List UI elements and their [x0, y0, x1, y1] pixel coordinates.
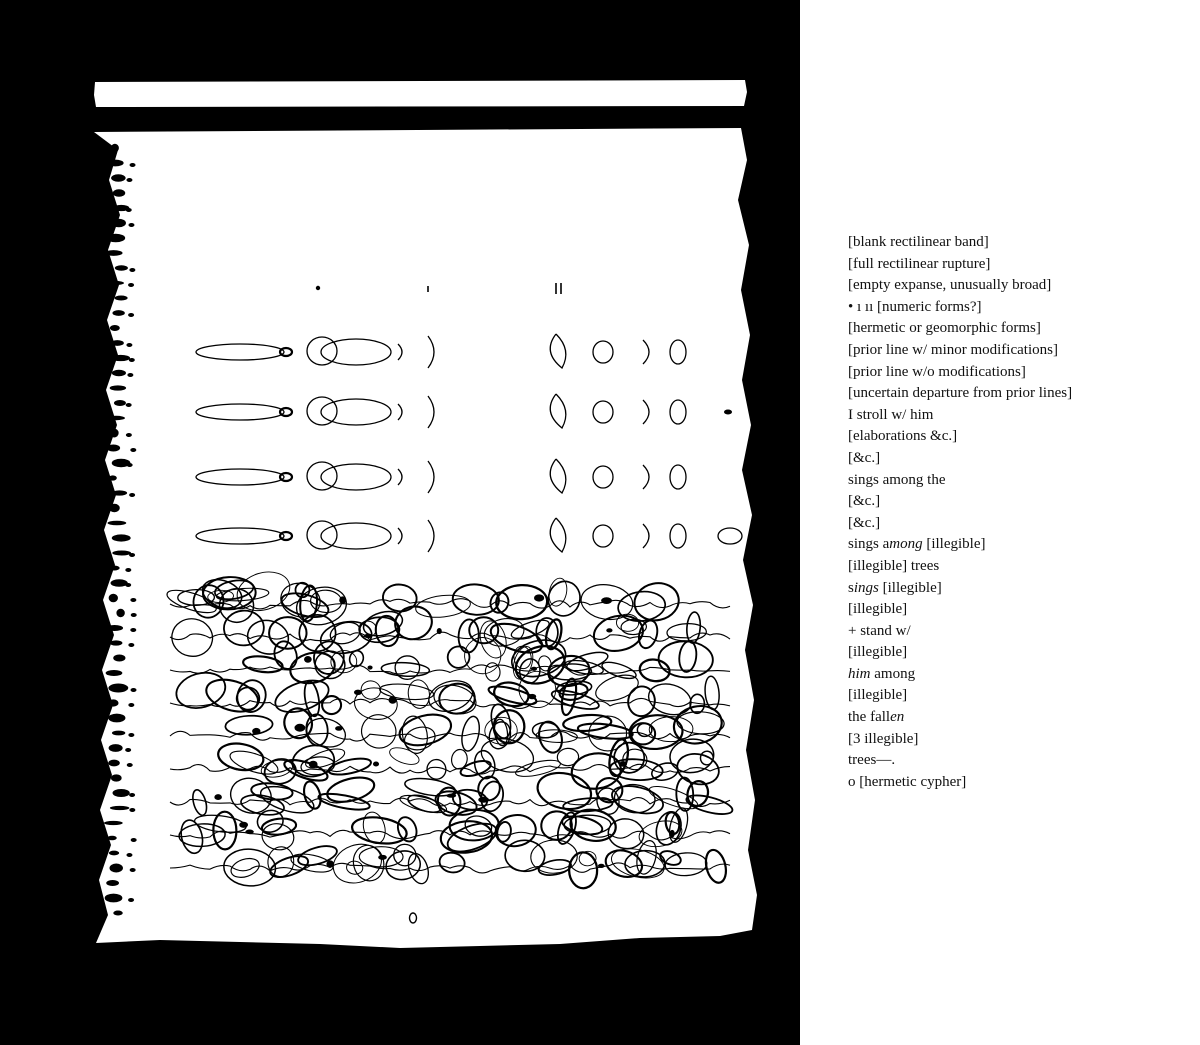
scribble-dot [335, 726, 342, 731]
transcription-italic-segment: him [848, 665, 871, 682]
binding-hole [105, 281, 124, 285]
transcription-segment: among [870, 665, 916, 682]
binding-hole [109, 475, 117, 480]
transcription-line [848, 707, 1072, 729]
transcription-segment: trees—. [848, 752, 896, 769]
transcription-line [848, 664, 1072, 686]
binding-hole [126, 343, 132, 347]
binding-hole [105, 894, 123, 903]
transcription-line [848, 297, 1072, 319]
binding-hole [130, 868, 136, 872]
binding-hole [112, 551, 131, 556]
binding-hole [111, 144, 119, 153]
binding-hole [130, 628, 136, 632]
binding-hole [111, 355, 130, 361]
scribble-dot [364, 634, 372, 639]
binding-hole [112, 731, 125, 736]
binding-hole [126, 853, 132, 857]
binding-hole [108, 684, 128, 693]
binding-hole [107, 160, 124, 167]
binding-hole [108, 714, 125, 723]
transcription-segment: • ı ıı [numeric forms?] [848, 298, 982, 315]
scribble-dot [670, 830, 675, 838]
binding-hole [112, 310, 124, 316]
transcription-segment: [illegible] [848, 687, 908, 704]
transcription-line [848, 275, 1072, 297]
scribble-dot [252, 728, 260, 735]
binding-hole [113, 654, 125, 661]
binding-hole [110, 325, 120, 331]
binding-hole [126, 208, 132, 212]
transcription-segment: [&c.] [848, 514, 881, 531]
scribble-dot [354, 690, 362, 695]
binding-hole [111, 174, 126, 181]
binding-hole [129, 268, 135, 272]
binding-hole [128, 733, 134, 737]
transcription-segment: s [848, 579, 854, 596]
transcription-line [848, 578, 1072, 600]
binding-hole [111, 340, 124, 346]
binding-hole [127, 463, 133, 467]
scribble-dot [437, 628, 442, 634]
blank-band [94, 80, 747, 107]
scribble-dot [339, 596, 346, 603]
binding-hole [125, 748, 131, 752]
transcription-line [848, 405, 1072, 427]
transcription-line [848, 621, 1072, 643]
scribble-dot [598, 864, 605, 868]
transcription-lines [848, 232, 1072, 793]
transcription-line [848, 232, 1072, 254]
binding-hole [108, 699, 118, 706]
transcription-segment: sings among the [848, 471, 946, 488]
transcription-line [848, 491, 1072, 513]
scribble-dot [534, 594, 544, 601]
binding-hole [129, 808, 135, 812]
binding-hole [108, 521, 127, 526]
scribble-dot [601, 597, 612, 604]
transcription-line [848, 254, 1072, 276]
transcription-italic-segment: ings [853, 579, 879, 596]
binding-hole [109, 594, 118, 603]
transcription-segment: [illegible] [848, 644, 908, 661]
transcription-segment: [prior line w/ minor modifications] [848, 341, 1058, 358]
binding-hole [128, 703, 134, 707]
binding-hole [127, 373, 133, 377]
transcription-segment: [illegible] [922, 536, 986, 553]
binding-hole [107, 445, 120, 452]
binding-hole [107, 416, 125, 420]
transcription-line [848, 362, 1072, 384]
numeric-mark-dot [316, 286, 320, 290]
transcription-line [848, 750, 1072, 772]
binding-hole [109, 504, 120, 512]
transcription-segment: [full rectilinear rupture] [848, 255, 991, 272]
binding-hole [126, 403, 132, 407]
binding-hole [125, 583, 131, 587]
binding-hole [110, 385, 126, 390]
binding-hole [104, 821, 123, 825]
binding-hole [111, 774, 122, 781]
binding-hole [131, 613, 137, 617]
binding-hole [128, 313, 134, 317]
binding-hole [109, 851, 119, 856]
binding-hole [129, 553, 135, 557]
binding-hole [112, 370, 126, 377]
binding-hole [129, 793, 135, 797]
scribble-dot [378, 855, 387, 860]
scribble-dot [368, 665, 373, 669]
transcription-segment: [prior line w/o modifications] [848, 363, 1026, 380]
binding-hole [107, 836, 116, 840]
scribble-dot [304, 656, 312, 663]
transcription-line [848, 470, 1072, 492]
scribble-dot [389, 696, 397, 704]
scribble-dot [239, 822, 248, 828]
transcription-panel [800, 0, 1200, 1045]
binding-hole [106, 880, 119, 886]
transcription-segment: [uncertain departure from prior lines] [848, 385, 1073, 402]
binding-hole [127, 763, 133, 767]
transcription-line [848, 534, 1072, 556]
binding-hole [112, 219, 126, 228]
binding-hole [106, 670, 123, 676]
scribble-dot [531, 667, 537, 671]
binding-hole [125, 568, 131, 572]
transcription-line [848, 599, 1072, 621]
scribble-dot [478, 797, 489, 803]
binding-hole [105, 250, 123, 256]
transcription-line [848, 685, 1072, 707]
glyph-dot [724, 410, 732, 415]
transcription-line [848, 448, 1072, 470]
scribble-dot [446, 794, 456, 798]
scribble-dot [373, 761, 379, 766]
binding-hole [111, 579, 128, 587]
binding-hole [126, 178, 132, 182]
transcription-segment: sings a [848, 536, 890, 553]
scribble-dot [606, 628, 612, 632]
transcription-line [848, 383, 1072, 405]
binding-hole [131, 838, 137, 842]
transcription-segment: o [hermetic cypher] [848, 773, 967, 790]
scribble-dot [326, 860, 333, 867]
binding-hole [109, 864, 122, 873]
scribble-dot [294, 724, 305, 732]
transcription-italic-segment: en [890, 709, 905, 726]
scribble-dot [245, 830, 253, 834]
binding-hole [115, 265, 128, 270]
binding-hole [128, 223, 134, 227]
transcription-line [848, 729, 1072, 751]
transcription-line [848, 513, 1072, 535]
binding-hole [106, 234, 125, 243]
binding-hole [109, 744, 123, 752]
transcription-segment: [&c.] [848, 493, 881, 510]
binding-hole [113, 910, 122, 915]
transcription-line [848, 318, 1072, 340]
transcription-segment: [empty expanse, unusually broad] [848, 277, 1052, 294]
transcription-segment: I stroll w/ him [848, 406, 934, 423]
scribble-dot [309, 761, 318, 768]
binding-hole [113, 789, 130, 797]
binding-hole [110, 640, 123, 645]
binding-hole [110, 806, 130, 810]
transcription-line [848, 772, 1072, 794]
transcription-line [848, 642, 1072, 664]
binding-hole [128, 283, 134, 287]
binding-hole [131, 688, 137, 692]
binding-hole [108, 760, 120, 767]
binding-hole [116, 609, 124, 617]
transcription-segment: + stand w/ [848, 622, 911, 639]
binding-hole [130, 598, 136, 602]
binding-hole [106, 625, 123, 631]
transcription-segment: [illegible] [878, 579, 942, 596]
binding-hole [113, 189, 125, 197]
binding-hole [108, 565, 119, 570]
transcription-segment: [blank rectilinear band] [848, 234, 989, 250]
binding-hole [130, 163, 136, 167]
scribble-dot [214, 794, 221, 800]
transcription-line [848, 426, 1072, 448]
binding-hole [114, 400, 126, 406]
binding-hole [129, 358, 135, 362]
binding-hole [112, 534, 131, 541]
binding-hole [129, 493, 135, 497]
transcription-italic-segment: mong [889, 536, 923, 553]
transcription-segment: [illegible] [848, 601, 908, 618]
binding-hole [110, 429, 119, 438]
binding-hole [128, 898, 134, 902]
transcription-line [848, 556, 1072, 578]
transcription-segment: [3 illegible] [848, 730, 919, 747]
binding-hole [126, 433, 132, 437]
transcription-segment: [hermetic or geomorphic forms] [848, 320, 1041, 337]
transcription-segment: [illegible] trees [848, 557, 940, 574]
scribble-dot [528, 694, 536, 699]
transcription-line [848, 340, 1072, 362]
binding-hole [112, 490, 127, 495]
transcription-segment: [elaborations &c.] [848, 428, 958, 445]
binding-hole [128, 643, 134, 647]
transcription-segment: [&c.] [848, 449, 881, 466]
transcription-segment: the fall [848, 709, 891, 726]
binding-hole [115, 296, 128, 301]
scribble-dot [619, 761, 627, 767]
binding-hole [130, 448, 136, 452]
